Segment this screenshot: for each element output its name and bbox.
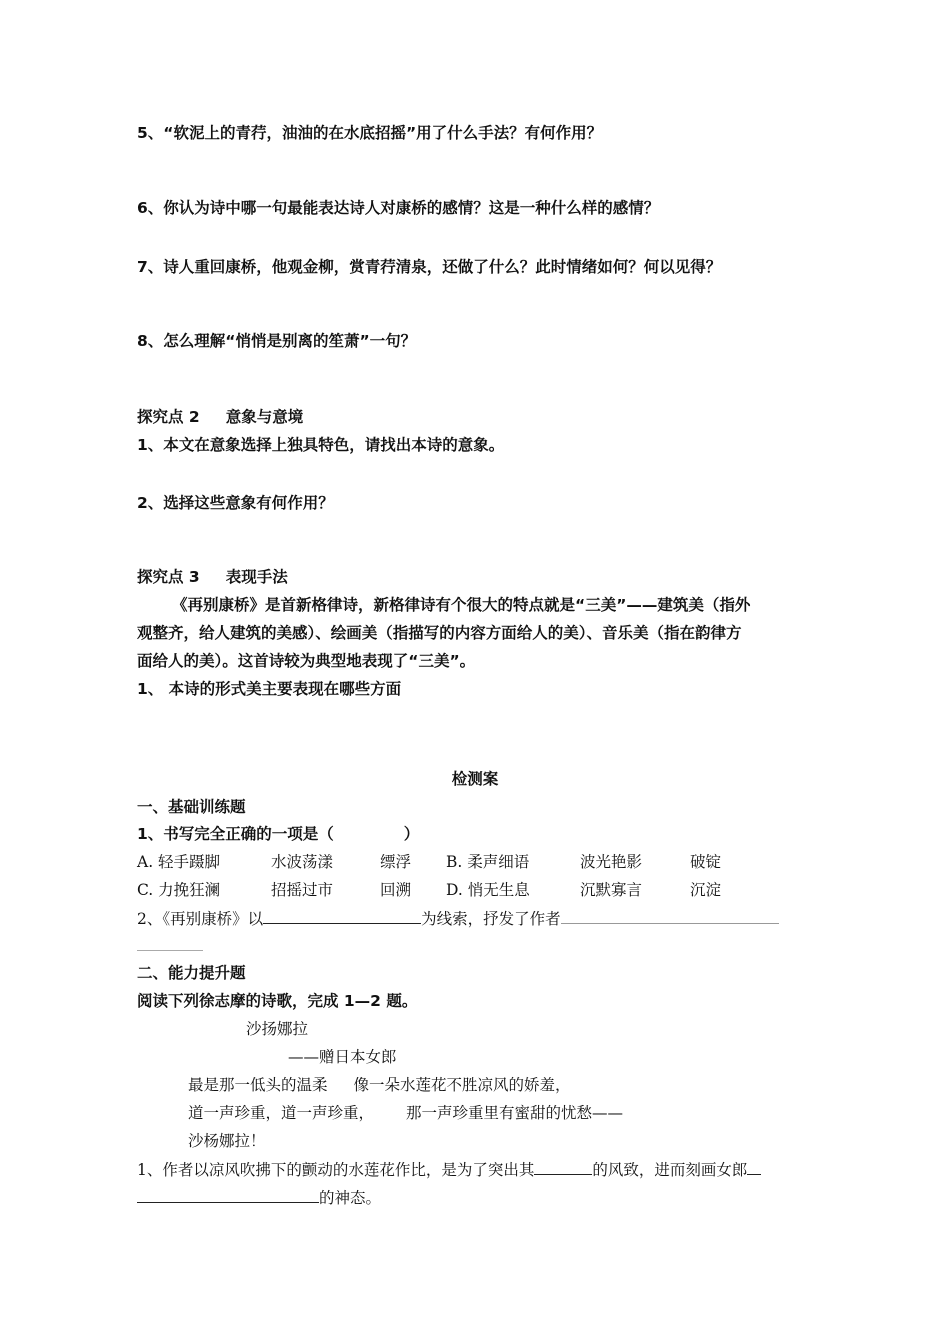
point3-question-1: 1、 本诗的形式美主要表现在哪些方面 — [137, 680, 402, 698]
basic-question-1 — [137, 823, 419, 845]
poem-line-1a: 最是那一低头的温柔 — [188, 1076, 328, 1094]
advanced-question-1-line-2 — [137, 1186, 381, 1209]
question-8: 8、怎么理解“悄悄是别离的笙萧”一句？ — [137, 332, 417, 350]
fill-blank-clue[interactable] — [263, 907, 421, 924]
poem-line-1b: 像一朵水莲花不胜凉风的娇羞， — [353, 1076, 571, 1094]
option-a-word-3: 缥浮 — [380, 853, 412, 871]
point2-title: 意象与意境 — [225, 408, 304, 426]
basic-question-1-close: ） — [403, 825, 420, 843]
point2-question-2: 2、选择这些意象有何作用？ — [137, 494, 334, 512]
advanced-question-1-text: 1、作者以凉风吹拂下的颤动的水莲花作比，是为了突出其 — [137, 1161, 535, 1179]
option-c-word-3: 回溯 — [380, 881, 412, 899]
point2-question-1: 1、本文在意象选择上独具特色，请找出本诗的意象。 — [137, 436, 505, 454]
basic-question-2 — [137, 907, 779, 930]
section-advanced-title: 二、能力提升题 — [137, 964, 246, 982]
option-b-word-2: 波光艳影 — [580, 853, 643, 871]
option-d-word-2: 沉默寡言 — [580, 881, 643, 899]
fill-blank-charm[interactable] — [534, 1158, 592, 1175]
point2-label: 探究点 2 — [137, 408, 200, 426]
basic-question-2-text: 2、《再别康桥》以 — [137, 910, 264, 928]
fill-blank-feeling[interactable] — [561, 907, 779, 924]
point2-heading — [137, 406, 303, 428]
option-b: B. 柔声细语 — [446, 853, 530, 871]
reading-intro: 阅读下列徐志摩的诗歌，完成 1—2 题。 — [137, 992, 418, 1010]
fill-blank-demeanor-start[interactable] — [747, 1158, 761, 1175]
point3-paragraph-line-3: 面给人的美）。这首诗较为典型地表现了“三美”。 — [137, 652, 476, 670]
fill-blank-continuation[interactable] — [137, 950, 203, 951]
option-a-word-2: 水波荡漾 — [271, 853, 334, 871]
option-d-word-3: 沉淀 — [690, 881, 722, 899]
point3-title: 表现手法 — [225, 568, 288, 586]
poem-title: 沙扬娜拉 — [246, 1020, 309, 1038]
point3-heading — [137, 566, 288, 588]
question-6: 6、你认为诗中哪一句最能表达诗人对康桥的感情？这是一种什么样的感情？ — [137, 199, 660, 217]
options-row-2 — [137, 879, 837, 901]
section-basic-title: 一、基础训练题 — [137, 798, 246, 816]
question-7: 7、诗人重回康桥，他观金柳，赏青荇清泉，还做了什么？此时情绪如何？何以见得？ — [137, 258, 722, 276]
poem-line-3: 沙杨娜拉！ — [188, 1132, 266, 1150]
option-c: C. 力挽狂澜 — [137, 881, 221, 899]
test-title: 检测案 — [451, 770, 499, 788]
point3-paragraph-line-1: 《再别康桥》是首新格律诗，新格律诗有个很大的特点就是“三美”——建筑美（指外 — [172, 596, 751, 614]
fill-blank-demeanor[interactable] — [137, 1186, 319, 1203]
option-c-word-2: 招摇过市 — [271, 881, 334, 899]
option-a: A. 轻手蹑脚 — [137, 853, 221, 871]
poem-line-2a: 道一声珍重，道一声珍重， — [188, 1104, 375, 1122]
poem-subtitle: ——赠日本女郎 — [288, 1048, 397, 1066]
poem-line-2b: 那一声珍重里有蜜甜的忧愁—— — [406, 1104, 624, 1122]
option-b-word-3: 破锭 — [690, 853, 722, 871]
basic-question-1-text: 1、书写完全正确的一项是（ — [137, 825, 334, 843]
basic-question-2-middle: 为线索，抒发了作者 — [421, 910, 561, 928]
point3-label: 探究点 3 — [137, 568, 200, 586]
advanced-question-1 — [137, 1158, 761, 1181]
poem-line-2 — [188, 1102, 623, 1124]
advanced-question-1-middle: 的风致，进而刻画女郎 — [592, 1161, 748, 1179]
option-d: D. 悄无生息 — [446, 881, 530, 899]
point3-paragraph-line-2: 观整齐，给人建筑的美感）、绘画美（指描写的内容方面给人的美）、音乐美（指在韵律方 — [137, 624, 742, 642]
question-5: 5、“软泥上的青荇，油油的在水底招摇”用了什么手法？有何作用？ — [137, 124, 603, 142]
poem-line-1 — [188, 1074, 571, 1096]
advanced-question-1-suffix: 的神态。 — [319, 1189, 382, 1207]
options-row-1 — [137, 851, 837, 873]
